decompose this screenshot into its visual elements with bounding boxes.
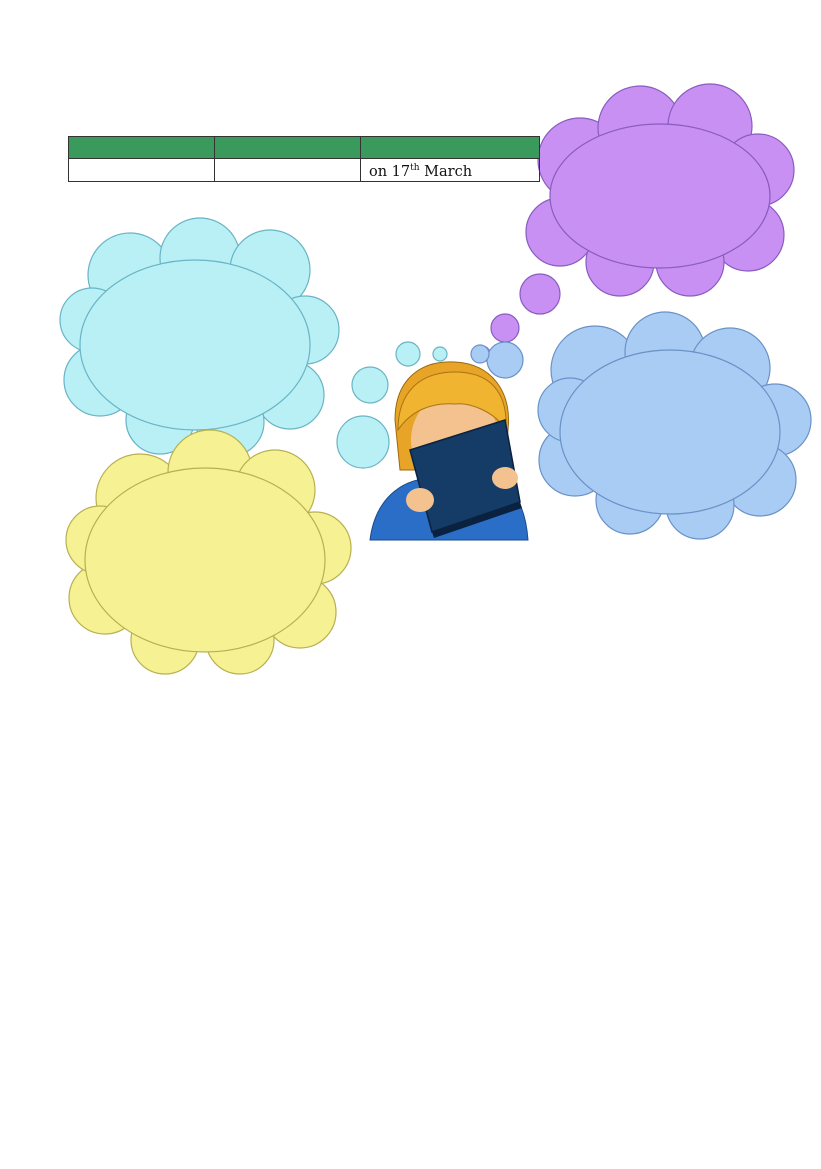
cloud-exceptions — [66, 430, 351, 674]
table-cell — [69, 181, 215, 182]
cloud-at — [60, 218, 447, 468]
cloud-on-text — [584, 358, 756, 393]
header-at — [215, 137, 361, 159]
table-header-row — [69, 137, 540, 159]
header-in — [69, 137, 215, 159]
table-cell — [361, 181, 540, 182]
table-row — [69, 181, 540, 182]
table-cell: on 17th March — [361, 159, 540, 181]
header-on — [361, 137, 540, 159]
boy-reading-illustration — [370, 362, 528, 540]
prepositions-table — [68, 136, 540, 182]
cloud-at-text — [105, 273, 275, 291]
table-cell — [215, 181, 361, 182]
table-row — [69, 159, 540, 181]
cloud-in-text — [568, 124, 748, 142]
cloud-on — [471, 312, 811, 539]
table-cell — [215, 159, 361, 181]
table-cell — [69, 159, 215, 181]
